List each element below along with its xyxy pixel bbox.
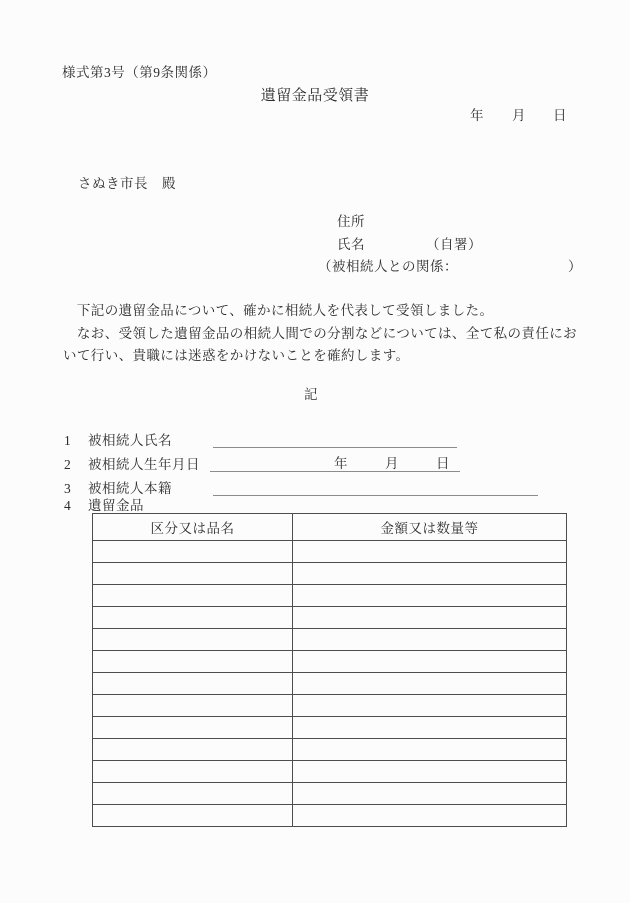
table-cell <box>93 805 293 827</box>
document-title: 遺留金品受領書 <box>260 88 370 104</box>
goods-table <box>92 513 567 827</box>
body-line: いて行い、貴職には迷惑をかけないことを確約します。 <box>63 348 410 363</box>
birth-month-label: 月 <box>385 456 399 471</box>
goods-table-body <box>93 541 567 827</box>
item-number: 4 <box>64 498 72 513</box>
table-cell <box>293 783 567 805</box>
table-cell <box>93 761 293 783</box>
deceased-name-field <box>213 433 457 448</box>
form-number-label: 様式第3号（第9条関係） <box>62 65 217 80</box>
name-label: 氏名 <box>337 237 365 252</box>
table-cell <box>293 805 567 827</box>
table-row <box>93 717 567 739</box>
item-number: 1 <box>64 433 72 448</box>
table-cell <box>93 739 293 761</box>
table-cell <box>93 541 293 563</box>
table-cell <box>93 585 293 607</box>
item-number: 2 <box>64 457 72 472</box>
item-number: 3 <box>64 481 72 496</box>
goods-table-header-amount: 金額又は数量等 <box>293 514 567 541</box>
table-cell <box>93 783 293 805</box>
table-cell <box>93 651 293 673</box>
table-row <box>93 607 567 629</box>
issue-day-label: 日 <box>553 108 567 123</box>
table-row <box>93 673 567 695</box>
table-row <box>93 585 567 607</box>
table-row <box>93 761 567 783</box>
table-row <box>93 805 567 827</box>
table-cell <box>293 695 567 717</box>
birth-day-label: 日 <box>436 456 450 471</box>
self-signature-note: （自署） <box>426 237 482 252</box>
table-cell <box>293 651 567 673</box>
item-label: 遺留金品 <box>88 498 144 513</box>
table-cell <box>93 717 293 739</box>
table-row <box>93 541 567 563</box>
table-row <box>93 629 567 651</box>
table-cell <box>293 541 567 563</box>
body-line: 下記の遺留金品について、確かに相続人を代表して受領しました。 <box>63 303 494 318</box>
table-cell <box>93 607 293 629</box>
table-cell <box>293 717 567 739</box>
item-label: 被相続人氏名 <box>88 433 172 448</box>
body-line: なお、受領した遺留金品の相続人間での分割などについては、全て私の責任にお <box>63 326 578 341</box>
table-row <box>93 651 567 673</box>
table-cell <box>293 629 567 651</box>
table-cell <box>93 629 293 651</box>
table-row <box>93 783 567 805</box>
goods-table-header-category: 区分又は品名 <box>93 514 293 541</box>
deceased-birthdate-field <box>210 457 460 472</box>
issue-year-label: 年 <box>470 108 484 123</box>
goods-table-header-row <box>93 514 567 541</box>
relation-note-open: （被相続人との関係： <box>318 259 458 274</box>
table-row <box>93 739 567 761</box>
table-cell <box>93 673 293 695</box>
table-cell <box>293 563 567 585</box>
table-cell <box>293 673 567 695</box>
deceased-domicile-field <box>213 481 538 496</box>
table-cell <box>93 695 293 717</box>
table-cell <box>293 761 567 783</box>
table-row <box>93 695 567 717</box>
item-label: 被相続人生年月日 <box>88 457 200 472</box>
address-label: 住所 <box>337 214 365 229</box>
table-cell <box>293 585 567 607</box>
table-cell <box>93 563 293 585</box>
issue-month-label: 月 <box>512 108 526 123</box>
section-marker-ki: 記 <box>304 387 318 402</box>
addressee-line: さぬき市長 殿 <box>78 176 176 191</box>
relation-note-close: ） <box>568 259 582 274</box>
table-row <box>93 563 567 585</box>
table-cell <box>293 607 567 629</box>
table-cell <box>293 739 567 761</box>
item-label: 被相続人本籍 <box>88 481 172 496</box>
birth-year-label: 年 <box>334 456 348 471</box>
